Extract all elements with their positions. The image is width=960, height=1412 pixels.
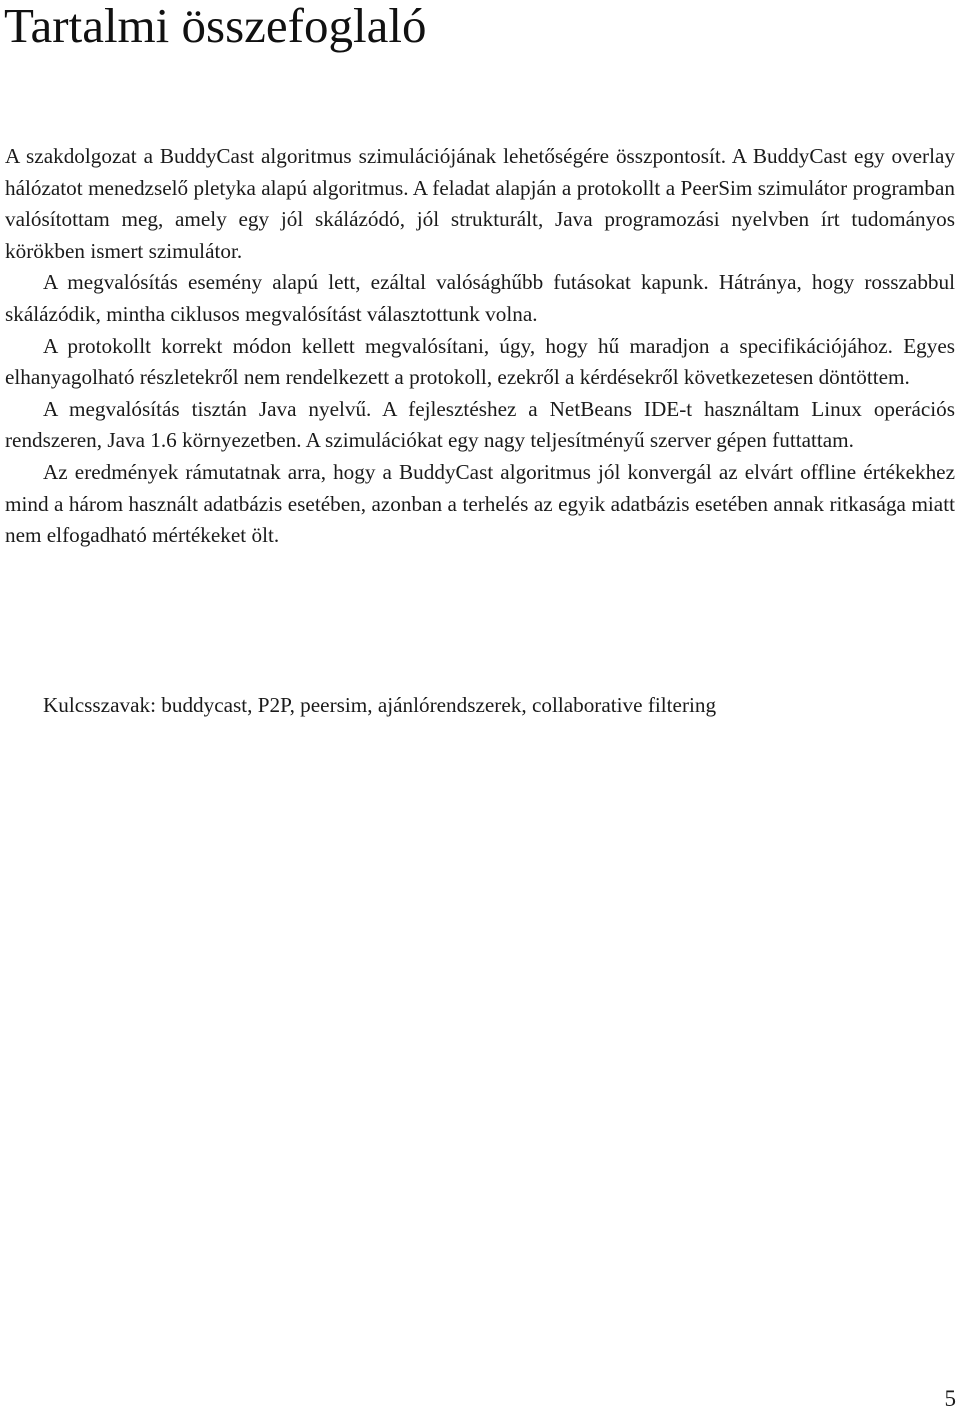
abstract-paragraph-3: A protokollt korrekt módon kellett megvalósítani, úgy, hogy hű maradjon a specifikációjához. Egyes elhanyagolható részletekről nem rendelkezett a protokoll, ezekről a kérdésekről következetesen döntöttem. bbox=[5, 333, 955, 390]
abstract-body bbox=[5, 141, 955, 552]
abstract-paragraph-1: A szakdolgozat a BuddyCast algoritmus szimulációjának lehetőségére összpontosít. A BuddyCast egy overlay hálózatot menedzselő pletyka alapú algoritmus. A feladat alapján a protokollt a PeerSim szimulátor programban valósítottam meg, amely egy jól skálázódó, jól strukturált, Java programozási nyelvben írt tudományos körökben ismert szimulátor. bbox=[5, 144, 955, 263]
abstract-paragraph-2: A megvalósítás esemény alapú lett, ezáltal valósághűbb futásokat kapunk. Hátránya, hogy rosszabbul skálázódik, mintha ciklusos megvalósítást választottunk volna. bbox=[5, 270, 955, 326]
page-title: Tartalmi összefoglaló bbox=[4, 0, 427, 53]
abstract-paragraph-5: Az eredmények rámutatnak arra, hogy a BuddyCast algoritmus jól konvergál az elvárt offline értékekhez mind a három használt adatbázis esetében, azonban a terhelés az egyik adatbázis esetében annak ritkasága miatt nem elfogadható mértékeket ölt. bbox=[5, 459, 955, 548]
page-number: 5 bbox=[944, 1386, 956, 1411]
abstract-paragraph-4: A megvalósítás tisztán Java nyelvű. A fejlesztéshez a NetBeans IDE-t használtam Linux operációs rendszeren, Java 1.6 környezetben. A szimulációkat egy nagy teljesítményű szerver gépen futtattam. bbox=[5, 396, 955, 453]
keywords-line: Kulcsszavak: buddycast, P2P, peersim, ajánlórendszerek, collaborative filtering bbox=[43, 693, 717, 717]
